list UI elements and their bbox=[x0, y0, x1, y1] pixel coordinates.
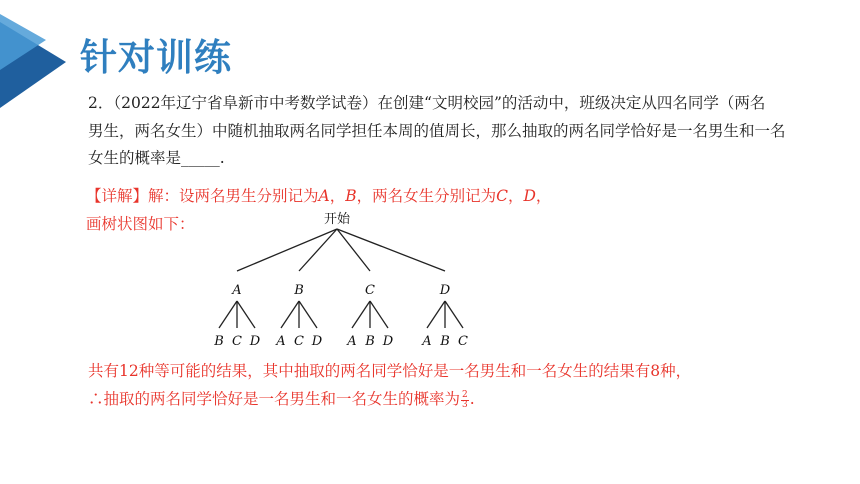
fraction-numerator: 2 bbox=[462, 389, 468, 400]
tree-diagram bbox=[195, 205, 495, 355]
tree-branch-B-D bbox=[299, 301, 317, 328]
tree-leaf-C-B: B bbox=[365, 334, 375, 349]
detail-line-2: 画树状图如下： bbox=[86, 215, 195, 233]
tree-node-D: D bbox=[439, 283, 451, 298]
solution-result bbox=[88, 357, 828, 413]
tree-branch-root-B bbox=[299, 229, 337, 271]
tree-node-C: C bbox=[365, 283, 375, 298]
tree-branch-C-D bbox=[370, 301, 388, 328]
tree-leaf-C-D: D bbox=[382, 334, 394, 349]
tree-leaf-B-C: C bbox=[294, 334, 304, 349]
tree-branches bbox=[219, 229, 463, 328]
tree-branch-D-A bbox=[427, 301, 445, 328]
tree-leaf-D-B: B bbox=[440, 334, 450, 349]
corner-arrow-decoration bbox=[0, 0, 70, 120]
tree-leaf-A-D: D bbox=[249, 334, 261, 349]
tree-node-A: A bbox=[232, 283, 242, 298]
tree-branch-B-A bbox=[281, 301, 299, 328]
tree-node-B: B bbox=[294, 283, 304, 298]
tree-branch-D-C bbox=[445, 301, 463, 328]
tree-node-labels bbox=[213, 283, 468, 349]
tree-branch-A-D bbox=[237, 301, 255, 328]
slide-title: 针对训练 bbox=[80, 36, 232, 79]
detail-text-1: 解：设两名男生分别记为𝐴，𝐵，两名女生分别记为𝐶，𝐷， bbox=[148, 187, 552, 205]
tree-leaf-A-B: B bbox=[214, 334, 224, 349]
result-line-2-prefix: ∴抽取的两名同学恰好是一名男生和一名女生的概率为 bbox=[88, 390, 461, 408]
question-line-2: 男生，两名女生）中随机抽取两名同学担任本周的值周长，那么抽取的两名同学恰好是一名男生和一名 bbox=[88, 121, 786, 140]
result-line-2 bbox=[88, 385, 828, 413]
question-text bbox=[88, 90, 828, 173]
tree-leaf-D-C: C bbox=[458, 334, 468, 349]
result-line-1: 共有12种等可能的结果，其中抽取的两名同学恰好是一名男生和一名女生的结果有8种， bbox=[88, 362, 692, 380]
probability-fraction bbox=[461, 391, 469, 410]
tree-branch-root-A bbox=[237, 229, 337, 271]
result-line-2-suffix: . bbox=[469, 390, 475, 408]
tree-root-label: 开始 bbox=[323, 212, 351, 227]
question-line-1: 2．（2022年辽宁省阜新市中考数学试卷）在创建“文明校园”的活动中，班级决定从四名同学（两名 bbox=[88, 94, 766, 112]
tree-leaf-A-C: C bbox=[232, 334, 242, 349]
detail-tag: 【详解】 bbox=[86, 187, 149, 205]
tree-leaf-C-A: A bbox=[347, 334, 357, 349]
tree-leaf-B-D: D bbox=[311, 334, 323, 349]
fraction-denominator: 3 bbox=[462, 399, 468, 410]
tree-leaf-D-A: A bbox=[422, 334, 432, 349]
question-line-3: 女生的概率是_____. bbox=[88, 149, 225, 167]
tree-branch-C-A bbox=[352, 301, 370, 328]
tree-leaf-B-A: A bbox=[276, 334, 286, 349]
tree-branch-A-B bbox=[219, 301, 237, 328]
